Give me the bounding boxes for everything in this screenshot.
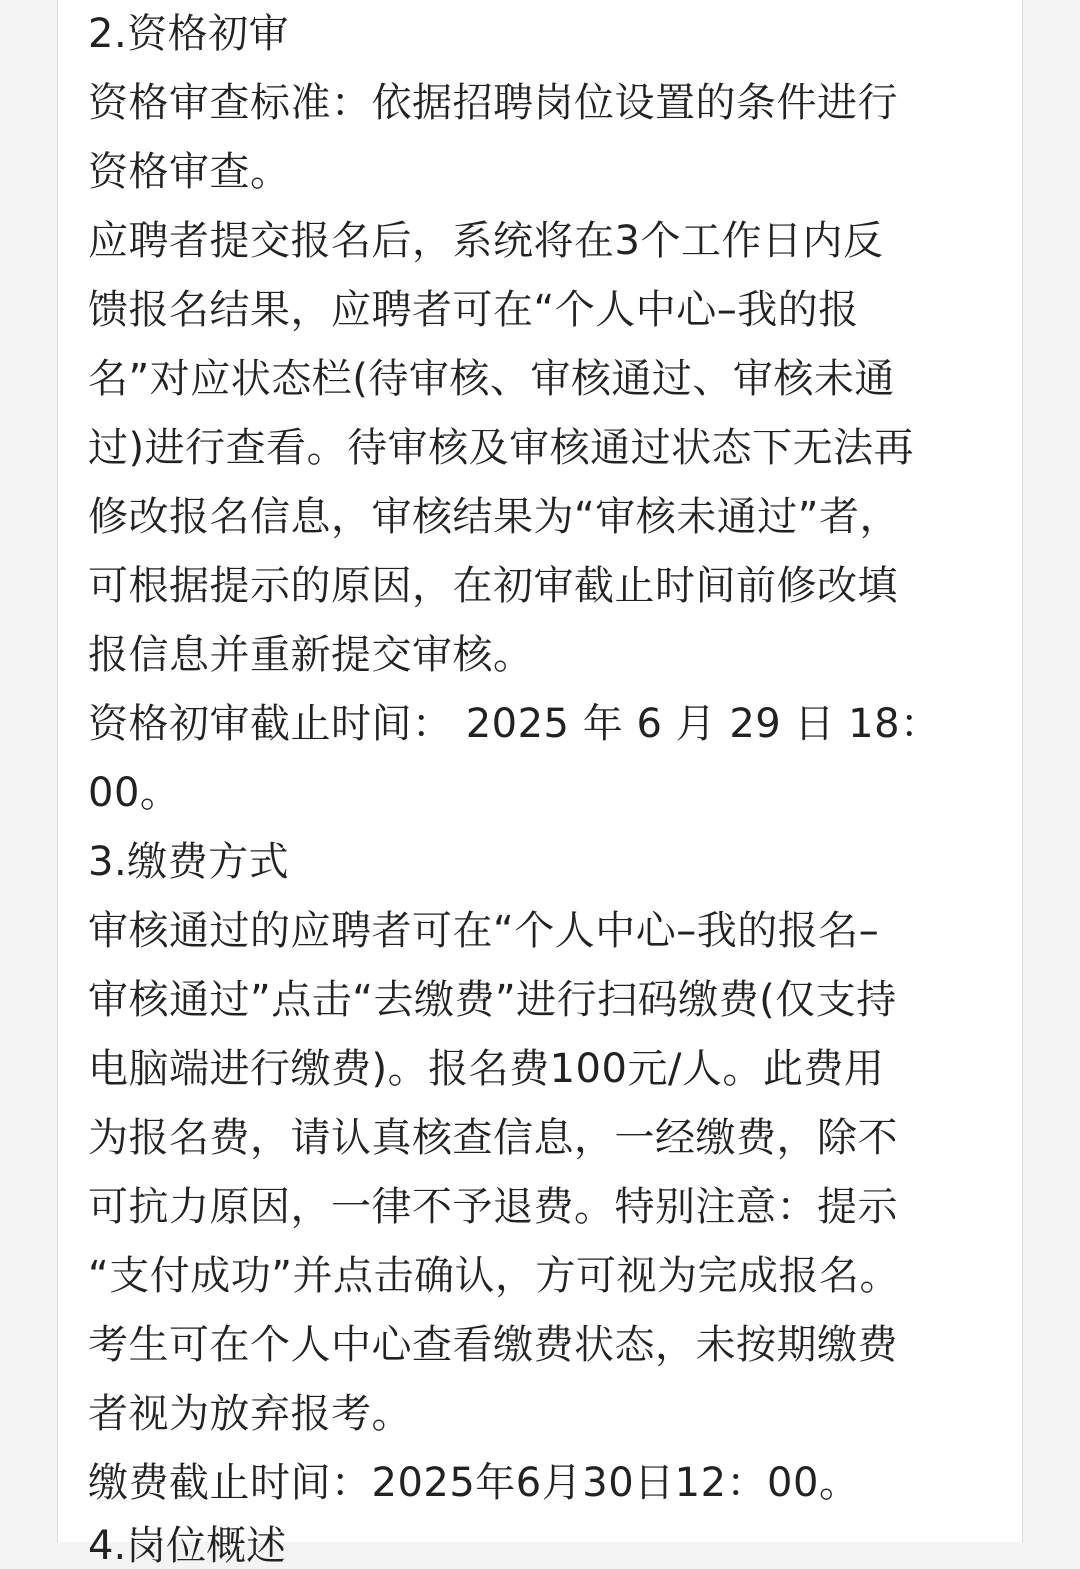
text-line: 可抗力原因，一律不予退费。特别注意：提示 <box>88 1184 898 1230</box>
text-line: 审核通过”点击“去缴费”进行扫码缴费(仅支持 <box>88 977 897 1023</box>
text-line: 馈报名结果，应聘者可在“个人中心–我的报 <box>88 287 859 333</box>
document-page <box>57 0 1023 1569</box>
next-section-heading-partial <box>88 1523 388 1569</box>
section-heading-payment-method: 3.缴费方式 <box>88 839 290 885</box>
text-line: 为报名费，请认真核查信息，一经缴费，除不 <box>88 1115 898 1161</box>
document-body <box>88 0 998 1518</box>
text-line: 报信息并重新提交审核。 <box>88 632 534 678</box>
section-heading-qualification-review: 2.资格初审 <box>88 11 290 57</box>
qualification-deadline-line: 资格初审截止时间： 2025 年 6 月 29 日 18： <box>88 701 941 747</box>
text-line: 电脑端进行缴费)。报名费100元/人。此费用 <box>88 1046 885 1092</box>
text-line: 考生可在个人中心查看缴费状态，未按期缴费 <box>88 1322 898 1368</box>
text-line: 资格审查。 <box>88 149 291 195</box>
text-line: 修改报名信息，审核结果为“审核未通过”者， <box>88 494 900 540</box>
text-line: 审核通过的应聘者可在“个人中心–我的报名– <box>88 908 880 954</box>
text-line: 资格审查标准：依据招聘岗位设置的条件进行 <box>88 80 898 126</box>
text-line: 名”对应状态栏(待审核、审核通过、审核未通 <box>88 356 895 402</box>
qualification-deadline-line-end: 00。 <box>88 770 181 816</box>
text-line: 应聘者提交报名后，系统将在3个工作日内反 <box>88 218 884 264</box>
payment-deadline-line: 缴费截止时间：2025年6月30日12：00。 <box>88 1460 860 1506</box>
text-line: 可根据提示的原因，在初审截止时间前修改填 <box>88 563 898 609</box>
text-line: “支付成功”并点击确认，方可视为完成报名。 <box>88 1253 900 1299</box>
text-line: 者视为放弃报考。 <box>88 1391 412 1437</box>
text-line: 过)进行查看。待审核及审核通过状态下无法再 <box>88 425 915 471</box>
cut-off-text: 4.岗位概述 <box>88 1523 287 1569</box>
